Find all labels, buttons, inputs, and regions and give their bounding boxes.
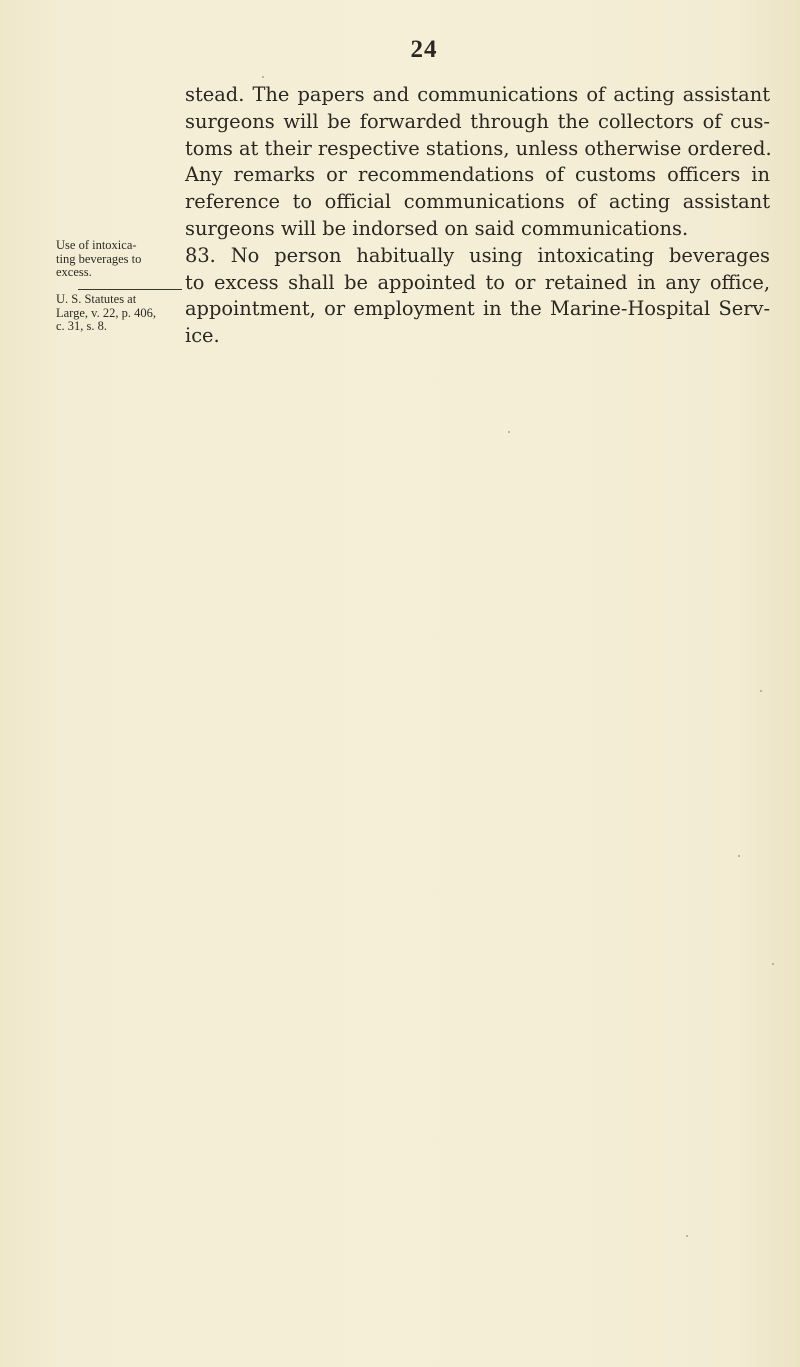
paper-speck [686,1235,688,1237]
margin-note-line: Large, v. 22, p. 406, [56,305,156,320]
body-line: toms at their respective stations, unless otherwise ordered. [185,136,772,160]
body-line: Any remarks or recommendations of customs officers in [185,163,770,187]
margin-note-line: c. 31, s. 8. [56,319,108,333]
paper-speck [508,431,510,433]
paper-speck [262,76,264,78]
margin-note-intoxicating-beverages [56,239,182,280]
margin-note-line: excess. [56,265,92,279]
section-83-line: 83. No person habitually using intoxicating beverages [185,243,770,267]
body-line: appointment, or employment in the Marine-Hospital Serv- [185,297,770,321]
margin-note-line: U. S. Statutes at [56,292,137,306]
margin-note-divider [78,289,182,290]
body-line: ice. [185,324,220,348]
paper-speck [738,855,740,857]
paper-speck [760,690,762,692]
body-line: stead. The papers and communications of acting assistant [185,83,770,106]
body-text [185,82,770,350]
page-number: 24 [410,36,438,63]
margin-note-line: Use of intoxica- [56,238,137,252]
body-line: surgeons will be indorsed on said communications. [185,216,689,240]
body-line: to excess shall be appointed to or retained in any office, [185,270,770,294]
paper-speck [772,963,774,965]
margin-note-statutes-citation [56,293,182,334]
margin-note-line: ting beverages to [56,251,142,266]
body-line: surgeons will be forwarded through the collectors of cus- [185,109,770,133]
body-line: reference to official communications of acting assistant [185,190,770,214]
